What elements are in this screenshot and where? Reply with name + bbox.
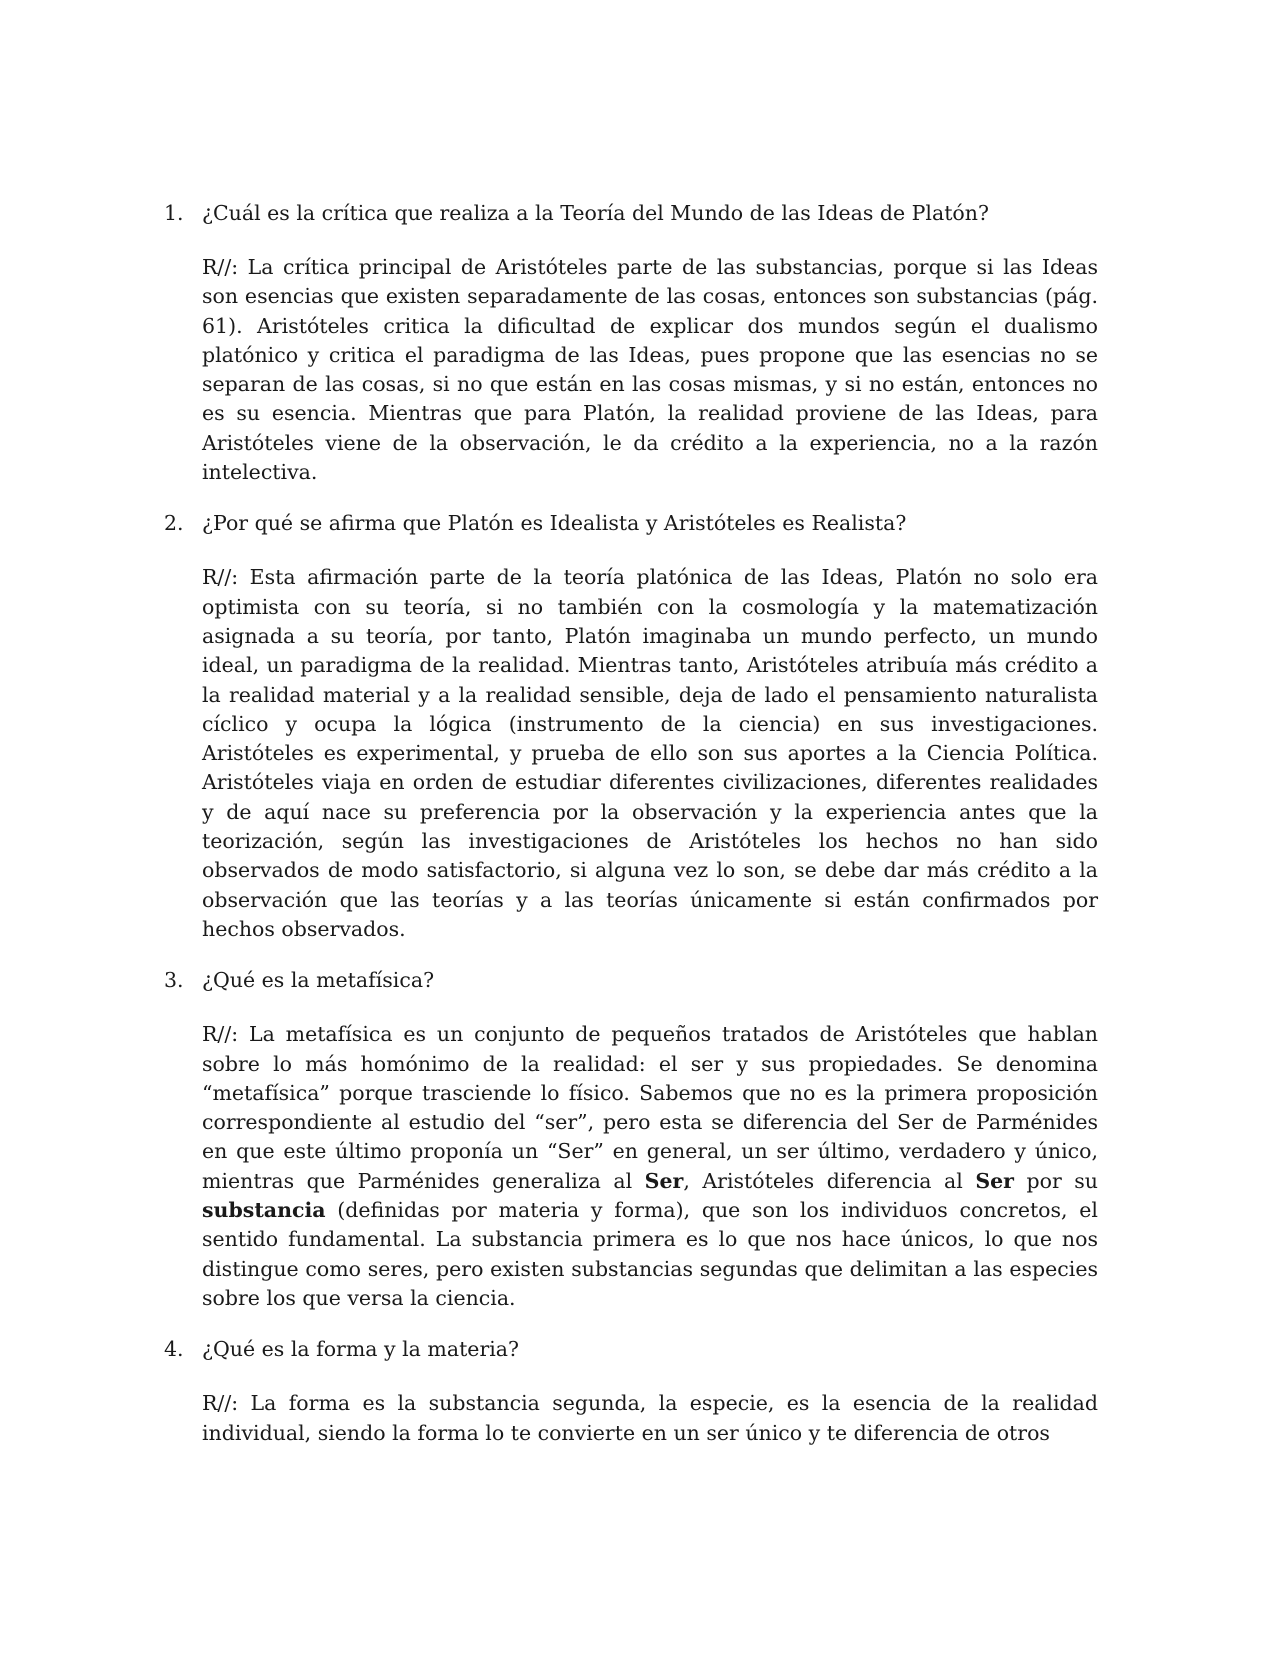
answer-text: R//: La forma es la substancia segunda, la especie, es la esencia de la realidad individual, siendo la forma lo te convierte en un ser único y te diferencia de otros — [202, 1391, 1098, 1445]
question-number: 3. — [164, 968, 184, 993]
question-item-4 — [164, 1335, 1098, 1448]
answer-text-part: (definidas por materia y forma), que son los individuos concretos, el sentido fundamental. La substancia primera es lo que nos hace únicos, lo que nos distingue como seres, pero existen substancias segundas que delimitan a las especies sobre los que versa la ciencia. — [202, 1198, 1098, 1310]
bold-term-ser: Ser — [975, 1168, 1014, 1193]
question-text: ¿Qué es la forma y la materia? — [202, 1337, 520, 1362]
question-text: ¿Cuál es la crítica que realiza a la Teoría del Mundo de las Ideas de Platón? — [202, 201, 989, 225]
question-number: 4. — [164, 1337, 184, 1362]
answer-text-part: R//: La metafísica es un conjunto de pequeños tratados de Aristóteles que hablan sobre lo más homónimo de la realidad: el ser y sus propiedades. Se denomina “metafísica” porque trasciende lo físico. Sabemos que no es la primera proposición correspondiente al estudio del “ser”, pero esta se diferencia del Ser de Parménides en que este último proponía un “Ser” en general, un ser último, verdadero y único, mientras que Parménides generaliza al — [202, 1022, 1098, 1193]
answer-text — [202, 1020, 1098, 1313]
answer-text-part: , Aristóteles diferencia al — [683, 1168, 976, 1193]
answer-text-part: por su — [1013, 1168, 1098, 1193]
question-text: ¿Por qué se afirma que Platón es Idealista y Aristóteles es Realista? — [202, 511, 907, 536]
question-item-3 — [164, 966, 1098, 1313]
bold-term-substancia: substancia — [202, 1198, 326, 1223]
question-text: ¿Qué es la metafísica? — [202, 968, 435, 993]
question-number: 2. — [164, 511, 184, 536]
bold-term-ser: Ser — [644, 1168, 684, 1193]
question-item-2 — [164, 509, 1098, 944]
answer-text: R//: La crítica principal de Aristóteles parte de las substancias, porque si las Ideas son esencias que existen separadamente de las cosas, entonces son substancias (pág. 61). Aristóteles critica la dificultad de explicar dos mundos según el dualismo platónico y critica el paradigma de las Ideas, pues propone que las esencias no se separan de las cosas, si no que están en las cosas mismas, y si no están, entonces no es su esencia. Mientras que para Platón, la realidad proviene de las Ideas, para Aristóteles viene de la observación, le da crédito a la experiencia, no a la razón intelectiva. — [202, 255, 1098, 485]
question-list — [164, 199, 1098, 1470]
question-item-1 — [164, 199, 1098, 487]
question-number: 1. — [164, 201, 184, 225]
answer-text: R//: Esta afirmación parte de la teoría platónica de las Ideas, Platón no solo era optimista con su teoría, si no también con la cosmología y la matematización asignada a su teoría, por tanto, Platón imaginaba un mundo perfecto, un mundo ideal, un paradigma de la realidad. Mientras tanto, Aristóteles atribuía más crédito a la realidad material y a la realidad sensible, deja de lado el pensamiento naturalista cíclico y ocupa la lógica (instrumento de la ciencia) en sus investigaciones. Aristóteles es experimental, y prueba de ello son sus aportes a la Ciencia Política. Aristóteles viaja en orden de estudiar diferentes civilizaciones, diferentes realidades y de aquí nace su preferencia por la observación y la experiencia antes que la teorización, según las investigaciones de Aristóteles los hechos no han sido observados de modo satisfactorio, si alguna vez lo son, se debe dar más crédito a la observación que las teorías y a las teorías únicamente si están confirmados por hechos observados. — [202, 565, 1098, 941]
